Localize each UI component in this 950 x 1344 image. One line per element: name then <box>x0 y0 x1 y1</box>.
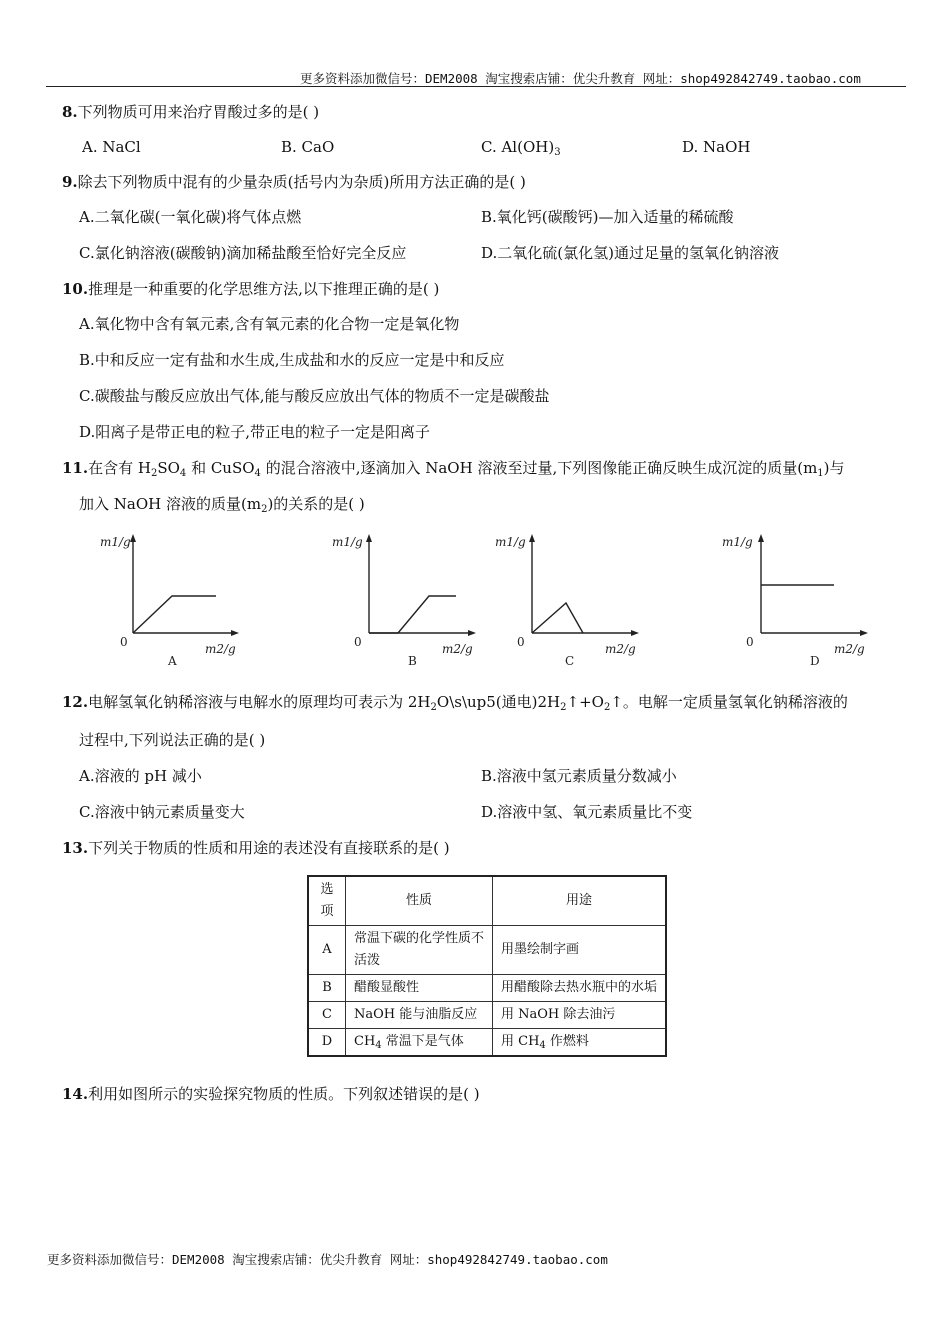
q8-option-b: B. CaO <box>281 138 335 156</box>
question-number: 13. <box>62 839 89 857</box>
q12-option-d: D.溶液中氢、氧元素质量比不变 <box>481 803 693 821</box>
q9-option-d: D.二氧化硫(氯化氢)通过足量的氢氧化钠溶液 <box>481 244 779 262</box>
q10-option-d: D.阳离子是带正电的粒子,带正电的粒子一定是阳离子 <box>79 423 431 441</box>
q12-option-b: B.溶液中氢元素质量分数减小 <box>481 767 677 785</box>
page-header: 更多资料添加微信号：DEM2008 淘宝搜索店铺：优尖升教育 网址：shop492842749.taobao.com <box>300 71 861 86</box>
curve <box>133 596 216 633</box>
curve <box>532 603 583 633</box>
origin-label: 0 <box>120 635 128 649</box>
table-row: A 常温下碳的化学性质不活泼 用墨绘制字画 <box>308 926 666 975</box>
graph-c <box>495 528 655 673</box>
question-number: 10. <box>62 280 89 298</box>
question-9 <box>62 172 526 192</box>
y-axis-label: m1/g <box>495 535 526 549</box>
q12-option-a: A.溶液的 pH 减小 <box>79 767 202 785</box>
q9-option-a: A.二氧化碳(一氧化碳)将气体点燃 <box>79 208 302 226</box>
q8-option-a: A. NaCl <box>82 138 141 156</box>
question-number: 11. <box>62 459 89 477</box>
table-row: D $CH_4$ 常温下是气体 用 $CH_4$ 作燃料 <box>308 1029 666 1057</box>
graph-a <box>100 528 260 673</box>
question-number: 9. <box>62 173 78 191</box>
y-axis-label: m1/g <box>722 535 753 549</box>
col-header-option: 选项 <box>308 876 346 926</box>
graph-label: B <box>408 654 417 668</box>
table-row: C NaOH 能与油脂反应 用 NaOH 除去油污 <box>308 1002 666 1029</box>
y-axis-label: m1/g <box>100 535 131 549</box>
question-number: 14. <box>62 1085 89 1103</box>
question-8 <box>62 102 319 122</box>
question-text: 除去下列物质中混有的少量杂质(括号内为杂质)所用方法正确的是( ) <box>77 173 526 191</box>
question-text: 利用如图所示的实验探究物质的性质。下列叙述错误的是( ) <box>88 1085 480 1103</box>
q8-option-d: D. NaOH <box>682 138 751 156</box>
origin-label: 0 <box>746 635 754 649</box>
question-12: 12.电解氢氧化钠稀溶液与电解水的原理均可表示为 $2H_2O\backslash s\backslash up5$(通电)$2H_2↑+O_2↑$。电解一定质量氢氧化钠稀溶液的 <box>62 693 848 713</box>
question-text: 下列关于物质的性质和用途的表述没有直接联系的是( ) <box>88 839 450 857</box>
origin-label: 0 <box>517 635 525 649</box>
page-footer: 更多资料添加微信号：DEM2008 淘宝搜索店铺：优尖升教育 网址：shop492842749.taobao.com <box>47 1252 608 1267</box>
q10-option-c: C.碳酸盐与酸反应放出气体,能与酸反应放出气体的物质不一定是碳酸盐 <box>79 387 550 405</box>
curve <box>369 596 456 633</box>
graph-b <box>332 528 492 673</box>
table-row: B 醋酸显酸性 用醋酸除去热水瓶中的水垢 <box>308 975 666 1002</box>
col-header-use: 用途 <box>493 876 667 926</box>
graph-label: C <box>565 654 575 668</box>
question-10 <box>62 279 439 299</box>
question-number: 8. <box>62 103 78 121</box>
graph-d <box>722 528 882 673</box>
question-text: 下列物质可用来治疗胃酸过多的是( ) <box>77 103 320 121</box>
q9-option-c: C.氯化钠溶液(碳酸钠)滴加稀盐酸至恰好完全反应 <box>79 244 407 262</box>
col-header-property: 性质 <box>346 876 493 926</box>
question-text: 推理是一种重要的化学思维方法,以下推理正确的是( ) <box>88 280 440 298</box>
x-axis-label: m2/g <box>205 642 236 656</box>
question-11-line2: 加入 NaOH 溶液的质量$(m_2)$的关系的是( ) <box>79 495 365 515</box>
graph-label: D <box>810 654 820 668</box>
table-header-row <box>308 876 666 926</box>
property-table <box>307 875 667 1057</box>
x-axis-label: m2/g <box>605 642 636 656</box>
q10-option-a: A.氧化物中含有氧元素,含有氧元素的化合物一定是氧化物 <box>79 315 460 333</box>
graph-label: A <box>168 654 177 668</box>
x-axis-label: m2/g <box>442 642 473 656</box>
q8-option-c: C. $Al(OH)_3$ <box>481 138 561 158</box>
header-rule <box>46 86 906 87</box>
q10-option-b: B.中和反应一定有盐和水生成,生成盐和水的反应一定是中和反应 <box>79 351 505 369</box>
question-12-line2: 过程中,下列说法正确的是( ) <box>79 731 266 749</box>
x-axis-label: m2/g <box>834 642 865 656</box>
question-14 <box>62 1084 480 1104</box>
question-13 <box>62 838 450 858</box>
origin-label: 0 <box>354 635 362 649</box>
question-11: 11.在含有 $H_2SO_4$ 和 CuSO$_4$ 的混合溶液中,逐滴加入 NaOH 溶液至过量,下列图像能正确反映生成沉淀的质量$(m_1)$与 <box>62 459 845 479</box>
q9-option-b: B.氧化钙(碳酸钙)—加入适量的稀硫酸 <box>481 208 734 226</box>
y-axis-label: m1/g <box>332 535 363 549</box>
question-number: 12. <box>62 693 89 711</box>
q12-option-c: C.溶液中钠元素质量变大 <box>79 803 245 821</box>
